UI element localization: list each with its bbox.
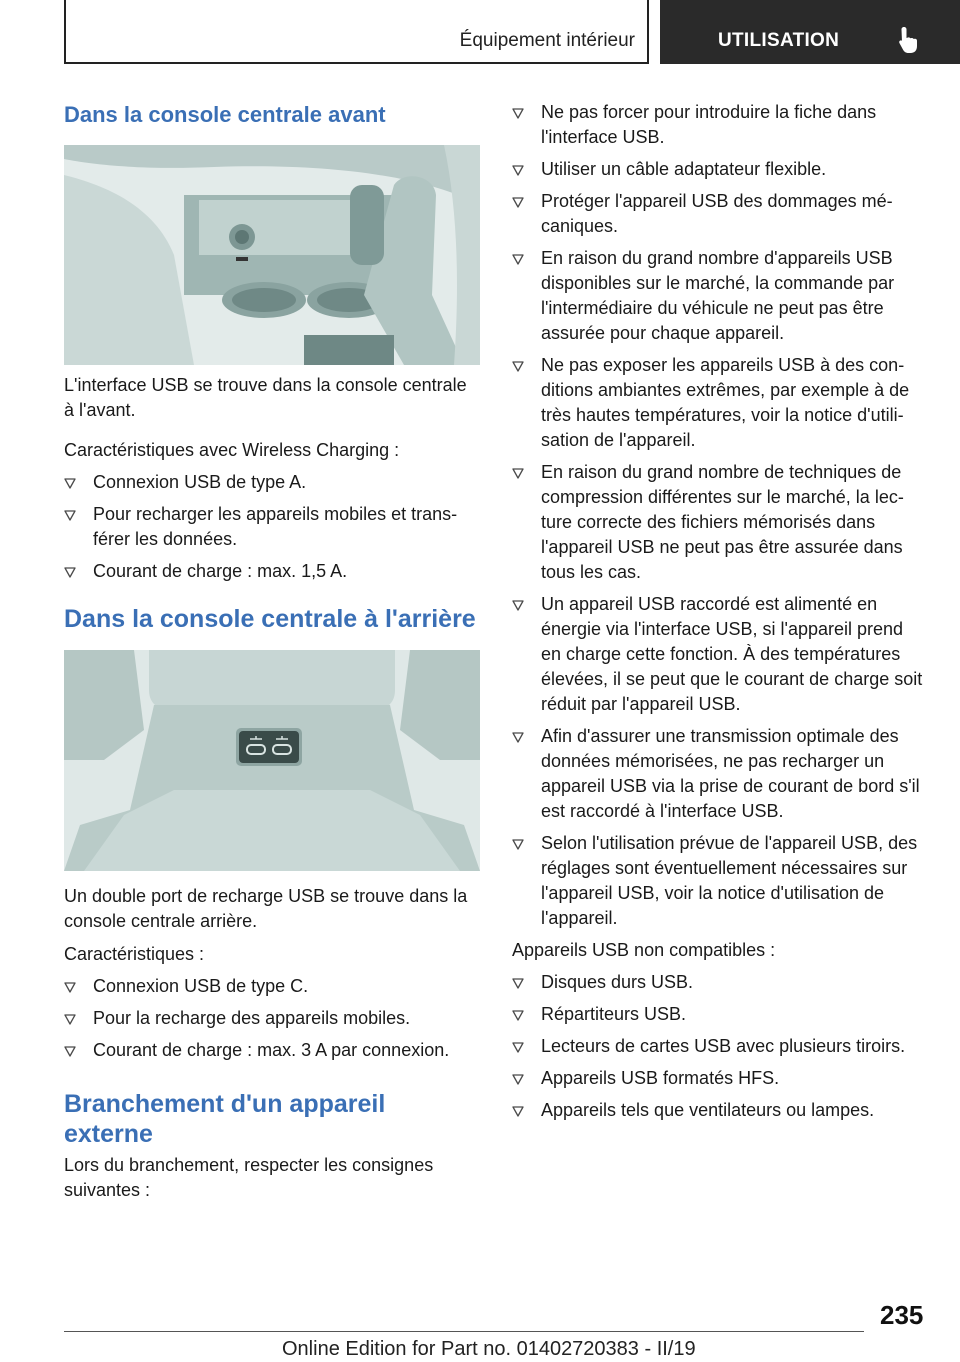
list-item: Selon l'utilisation prévue de l'appareil USB, des réglages sont éventuellement nécessaires sur l'appareil USB, voir la notice d'utilisation de l'appareil. <box>512 831 928 931</box>
triangle-bullet-icon <box>512 1106 524 1117</box>
heading-connect-device: Branchement d'un appareil externe <box>64 1090 386 1148</box>
list-item: Appareils tels que ventilateurs ou lampes. <box>512 1098 928 1123</box>
triangle-bullet-icon <box>512 839 524 850</box>
chapter-title: UTILISATION <box>718 30 840 51</box>
list-item: Afin d'assurer une transmission optimale des données mémorisées, ne pas recharger un appareil USB via la prise de courant de bord s'il est raccordé à l'interface USB. <box>512 724 928 824</box>
triangle-bullet-icon <box>64 478 76 489</box>
list-item: Ne pas forcer pour introduire la fiche dans l'interface USB. <box>512 100 928 150</box>
list-item: Courant de charge : max. 1,5 A. <box>64 559 480 584</box>
header-section-box <box>64 0 649 64</box>
list-item: Connexion USB de type A. <box>64 470 480 495</box>
front-console-figure <box>64 145 480 365</box>
incompatible-intro: Appareils USB non compatibles : <box>512 940 776 960</box>
triangle-bullet-icon <box>64 1046 76 1057</box>
triangle-bullet-icon <box>512 978 524 989</box>
header-chapter-box <box>660 0 960 64</box>
right-column <box>512 100 928 1123</box>
list-item: Ne pas exposer les appareils USB à des conditions ambiantes extrêmes, par exemple à de très hautes températures, voir la notice d'utilisation de l'appareil. <box>512 353 928 453</box>
front-features-intro: Caractéristiques avec Wireless Charging : <box>64 440 400 460</box>
rear-console-figure <box>64 650 480 871</box>
triangle-bullet-icon <box>512 254 524 265</box>
front-console-text: L'interface USB se trouve dans la console centrale à l'avant. <box>64 375 467 420</box>
page-number: 235 <box>880 1300 924 1330</box>
triangle-bullet-icon <box>64 510 76 521</box>
list-item: Pour la recharge des appareils mobiles. <box>64 1006 480 1031</box>
list-item: En raison du grand nombre d'appareils USB disponibles sur le marché, la commande par l'intermédiaire du véhicule ne peut pas être assurée pour chaque appareil. <box>512 246 928 346</box>
triangle-bullet-icon <box>64 1014 76 1025</box>
triangle-bullet-icon <box>512 468 524 479</box>
front-features-list <box>64 470 480 584</box>
triangle-bullet-icon <box>64 567 76 578</box>
heading-rear-console: Dans la console centrale à l'arrière <box>64 605 476 633</box>
left-column <box>64 100 480 1203</box>
list-item: Protéger l'appareil USB des dommages mécaniques. <box>512 189 928 239</box>
section-title: Équipement intérieur <box>459 30 635 51</box>
connection-instructions-list <box>512 100 928 931</box>
rear-features-intro: Caractéristiques : <box>64 944 205 964</box>
footer-divider <box>64 1331 864 1332</box>
triangle-bullet-icon <box>512 165 524 176</box>
list-item: Un appareil USB raccordé est alimenté en énergie via l'interface USB, si l'appareil prend en charge cette fonction. À des températures élevées, il se peut que le courant de charge soit réduit par l'appareil USB. <box>512 592 928 717</box>
list-item: Répartiteurs USB. <box>512 1002 928 1027</box>
list-item: Disques durs USB. <box>512 970 928 995</box>
pointing-hand-icon <box>896 25 924 55</box>
heading-front-console: Dans la console centrale avant <box>64 102 386 127</box>
triangle-bullet-icon <box>512 1074 524 1085</box>
list-item: Connexion USB de type C. <box>64 974 480 999</box>
triangle-bullet-icon <box>512 361 524 372</box>
list-item: Courant de charge : max. 3 A par connexion. <box>64 1038 480 1063</box>
footer-edition: Online Edition for Part no. 01402720383 - II/19 <box>282 1338 696 1360</box>
triangle-bullet-icon <box>512 732 524 743</box>
triangle-bullet-icon <box>512 108 524 119</box>
list-item: Lecteurs de cartes USB avec plusieurs tiroirs. <box>512 1034 928 1059</box>
triangle-bullet-icon <box>512 1010 524 1021</box>
triangle-bullet-icon <box>512 600 524 611</box>
list-item: Utiliser un câble adaptateur flexible. <box>512 157 928 182</box>
list-item: Pour recharger les appareils mobiles et transférer les données. <box>64 502 480 552</box>
list-item: En raison du grand nombre de techniques de compression différentes sur le marché, la lecture correcte des fichiers mémorisés dans l'appareil USB ne peut pas être assurée dans tous les cas. <box>512 460 928 585</box>
rear-features-list <box>64 974 480 1063</box>
list-item: Appareils USB formatés HFS. <box>512 1066 928 1091</box>
incompatible-devices-list <box>512 970 928 1123</box>
triangle-bullet-icon <box>512 197 524 208</box>
triangle-bullet-icon <box>64 982 76 993</box>
connect-device-text: Lors du branchement, respecter les consignes suivantes : <box>64 1155 434 1200</box>
triangle-bullet-icon <box>512 1042 524 1053</box>
rear-console-text: Un double port de recharge USB se trouve dans la console centrale arrière. <box>64 886 468 931</box>
